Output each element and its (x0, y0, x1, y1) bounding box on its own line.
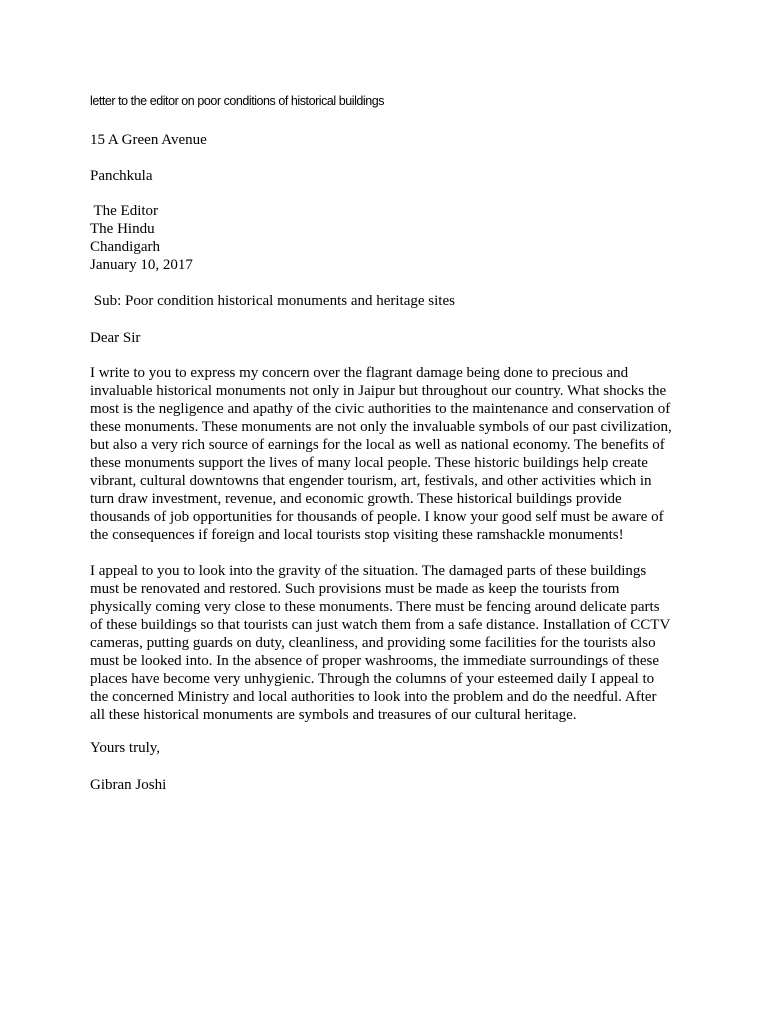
paragraph-line: I appeal to you to look into the gravity of the situation. The damaged parts of these buildings (90, 563, 647, 579)
recipient-line: Chandigarh (90, 239, 160, 255)
paragraph-line: the concerned Ministry and local authorities to look into the problem and do the needful. After (90, 689, 657, 705)
sender-city: Panchkula (90, 168, 153, 184)
recipient-block (90, 202, 690, 274)
letter-date: January 10, 2017 (90, 257, 193, 273)
paragraph-line: vibrant, cultural downtowns that engender tourism, art, festivals, and other activities which in (90, 473, 652, 489)
paragraph-line: these monuments. These monuments are not only the invaluable symbols of our past civilization, (90, 419, 672, 435)
signature: Gibran Joshi (90, 777, 167, 793)
closing: Yours truly, (90, 740, 161, 756)
paragraph-line: physically coming very close to these monuments. There must be fencing around delicate parts (90, 599, 660, 615)
subject-line: Sub: Poor condition historical monuments and heritage sites (90, 293, 455, 309)
paragraph-line: of these buildings so that tourists can just watch them from a safe distance. Installation of CCTV (90, 617, 671, 633)
paragraph-line: must be looked into. In the absence of proper washrooms, the immediate surroundings of these (90, 653, 660, 669)
paragraph-line: invaluable historical monuments not only in Jaipur but throughout our country. What shocks the (90, 383, 667, 399)
paragraph-1 (90, 364, 690, 544)
recipient-line: The Editor (90, 203, 159, 219)
recipient-line: The Hindu (90, 221, 155, 237)
paragraph-line: the consequences if foreign and local tourists stop visiting these ramshackle monuments! (90, 527, 624, 543)
paragraph-line: all these historical monuments are symbols and treasures of our cultural heritage. (90, 707, 577, 723)
paragraph-line: most is the negligence and apathy of the civic authorities to the maintenance and conservation of (90, 401, 671, 417)
paragraph-2 (90, 562, 690, 724)
paragraph-line: these monuments support the lives of many local people. These historic buildings help create (90, 455, 648, 471)
paragraph-line: cameras, putting guards on duty, cleanliness, and providing some facilities for the tourists also (90, 635, 656, 651)
paragraph-line: turn draw investment, revenue, and economic growth. These historical buildings provide (90, 491, 622, 507)
paragraph-line: must be renovated and restored. Such provisions must be made as keep the tourists from (90, 581, 620, 597)
paragraph-line: places have become very unhygienic. Through the columns of your esteemed daily I appeal to (90, 671, 655, 687)
salutation: Dear Sir (90, 330, 141, 346)
paragraph-line: thousands of job opportunities for thousands of people. I know your good self must be aware of (90, 509, 664, 525)
paragraph-line: I write to you to express my concern over the flagrant damage being done to precious and (90, 365, 629, 381)
document-title: letter to the editor on poor conditions of historical buildings (90, 94, 385, 108)
paragraph-line: but also a very rich source of earnings for the local as well as national economy. The benefits of (90, 437, 665, 453)
sender-address: 15 A Green Avenue (90, 132, 207, 148)
